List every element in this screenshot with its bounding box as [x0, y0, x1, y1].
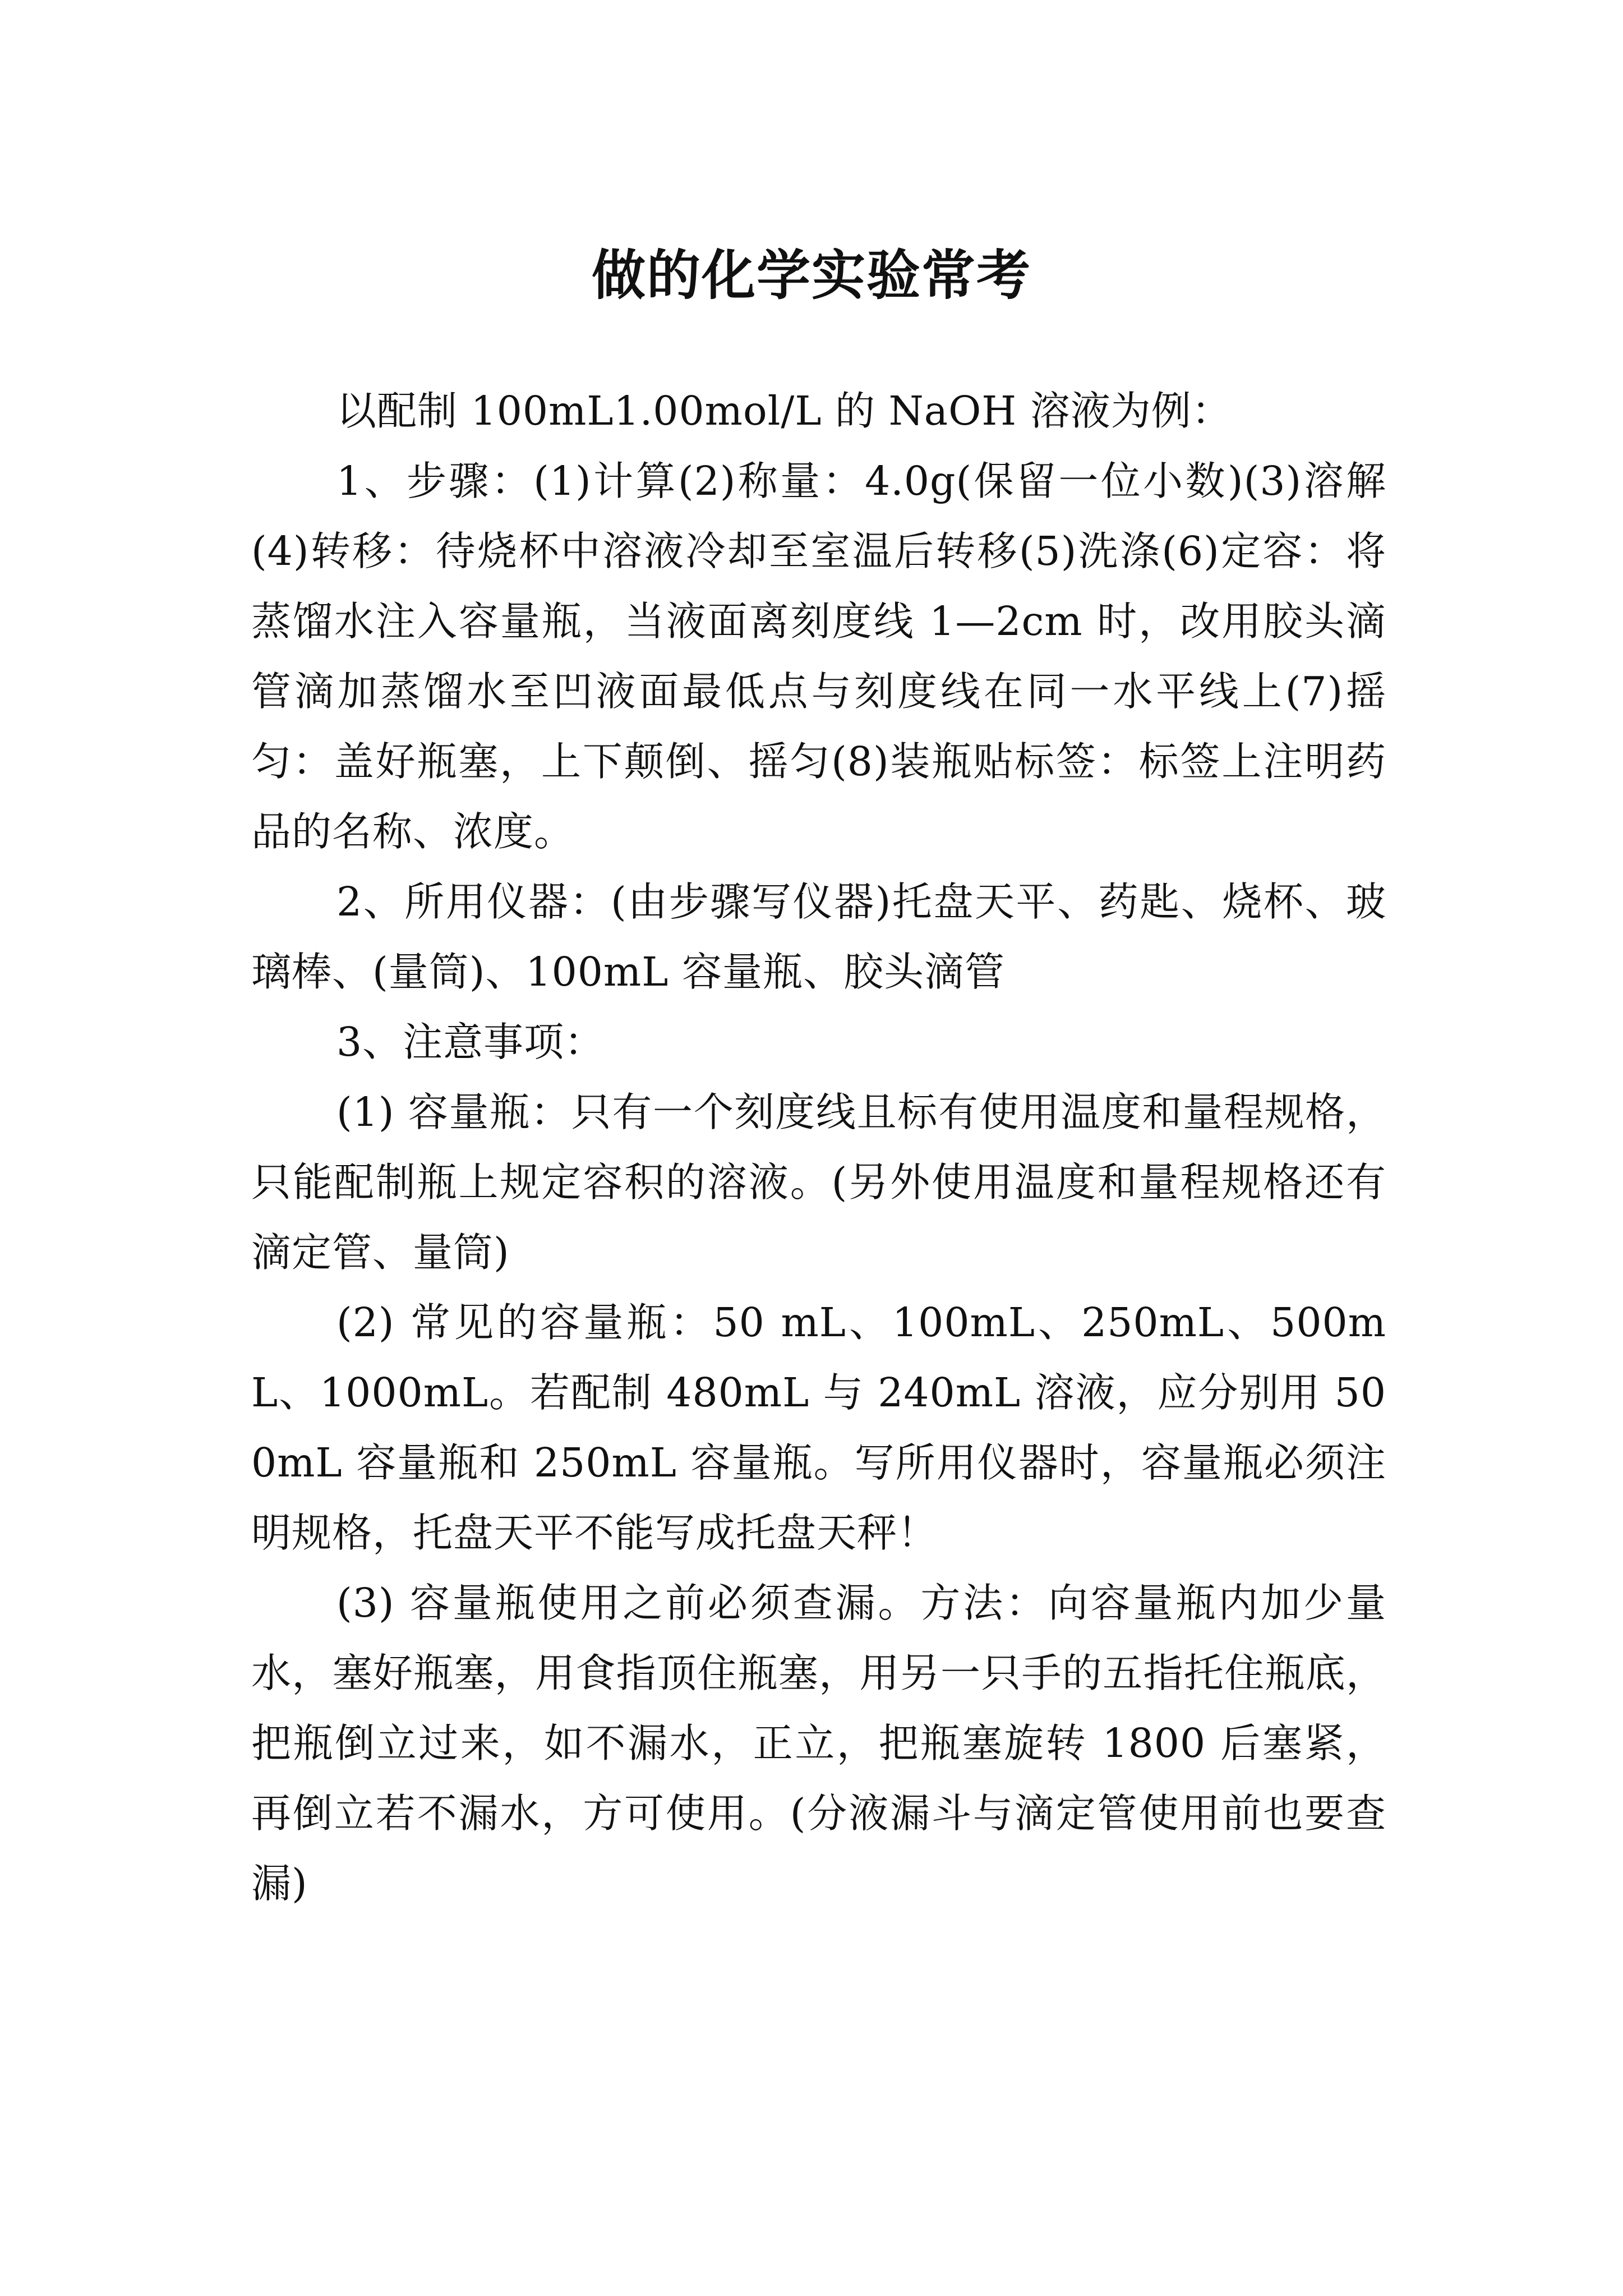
- notes-heading: 3、注意事项：: [336, 1019, 605, 1065]
- note-2-paragraph: (2) 常见的容量瓶：50 mL、100mL、250mL、500mL、1000mL。若配制 480mL 与 240mL 溶液，应分别用 500mL 容量瓶和 250mL 容量瓶。写所用仪器时，容量瓶必须注明规格，托盘天平不能写成托盘天秤！: [251, 1299, 1386, 1556]
- instruments-paragraph: 2、所用仪器：(由步骤写仪器)托盘天平、药匙、烧杯、玻璃棒、(量筒)、100mL 容量瓶、胶头滴管: [251, 878, 1386, 995]
- steps-paragraph: 1、步骤：(1)计算(2)称量：4.0g(保留一位小数)(3)溶解(4)转移：待烧杯中溶液冷却至室温后转移(5)洗涤(6)定容：将蒸馏水注入容量瓶，当液面离刻度线 1—2cm 时，改用胶头滴管滴加蒸馏水至凹液面最低点与刻度线在同一水平线上(7)摇匀：盖好瓶塞，上下颠倒、摇匀(8)装瓶贴标签：标签上注明药品的名称、浓度。: [251, 458, 1386, 855]
- document-title: 做的化学实验常考: [592, 244, 1031, 307]
- note-3-paragraph: (3) 容量瓶使用之前必须查漏。方法：向容量瓶内加少量水，塞好瓶塞，用食指顶住瓶塞，用另一只手的五指托住瓶底，把瓶倒立过来，如不漏水，正立，把瓶塞旋转 1800 后塞紧，再倒立若不漏水，方可使用。(分液漏斗与滴定管使用前也要查漏): [251, 1580, 1386, 1907]
- note-1-paragraph: (1) 容量瓶：只有一个刻度线且标有使用温度和量程规格，只能配制瓶上规定容积的溶液。(另外使用温度和量程规格还有滴定管、量筒): [251, 1089, 1386, 1276]
- intro-paragraph: 以配制 100mL1.00mol/L 的 NaOH 溶液为例：: [336, 388, 1232, 434]
- document-body: [251, 376, 1386, 1918]
